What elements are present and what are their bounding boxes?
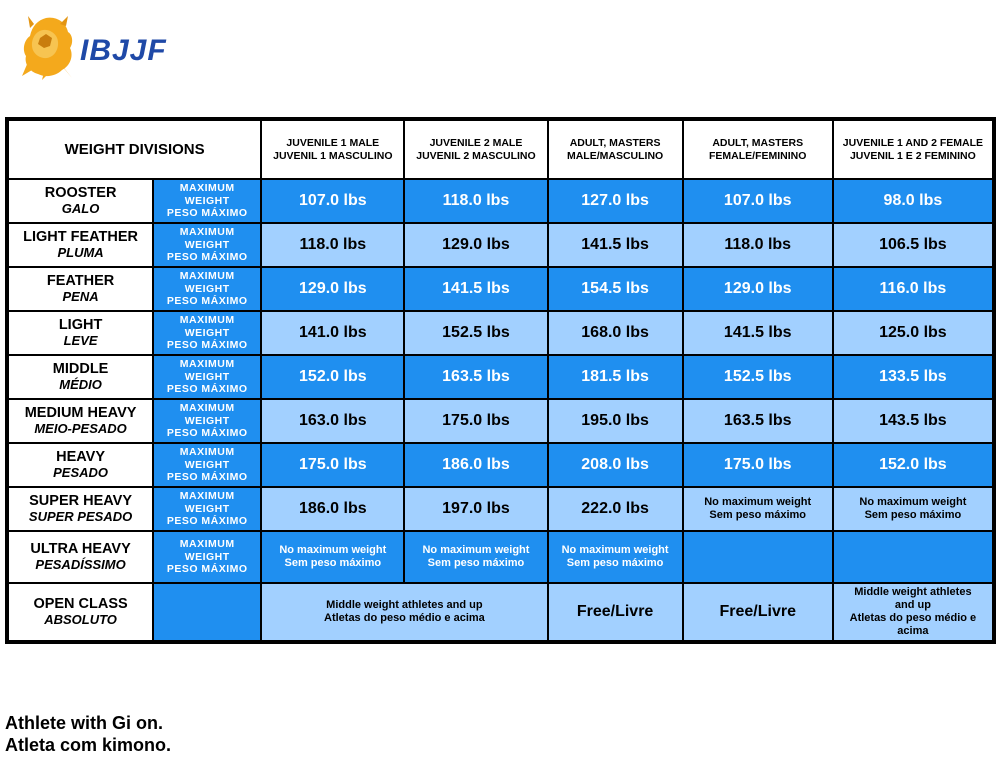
max-weight-label: MAXIMUM WEIGHT PESO MÁXIMO [153,355,261,399]
no-max-weight: No maximum weight Sem peso máximo [261,531,404,583]
weight-value: 98.0 lbs [833,179,993,223]
division-row [8,267,993,311]
division-row [8,179,993,223]
weight-value: 141.5 lbs [548,223,683,267]
weight-value: 152.5 lbs [404,311,547,355]
lion-emblem-icon [16,12,78,82]
open-class-row [8,583,993,641]
weight-value: 186.0 lbs [261,487,404,531]
no-max-weight: No maximum weight Sem peso máximo [683,487,833,531]
max-weight-label: MAXIMUM WEIGHT PESO MÁXIMO [153,311,261,355]
open-class-adult-female: Free/Livre [683,583,833,641]
max-weight-label: MAXIMUM WEIGHT PESO MÁXIMO [153,399,261,443]
max-weight-label: MAXIMUM WEIGHT PESO MÁXIMO [153,443,261,487]
weight-value: 129.0 lbs [683,267,833,311]
weight-value: 118.0 lbs [683,223,833,267]
division-row [8,443,993,487]
division-row [8,355,993,399]
weight-value: 107.0 lbs [683,179,833,223]
weight-value: 129.0 lbs [261,267,404,311]
division-name: LIGHT FEATHER PLUMA [8,223,153,267]
weight-value: 125.0 lbs [833,311,993,355]
weight-value: 129.0 lbs [404,223,547,267]
weight-value: 154.5 lbs [548,267,683,311]
weight-value: 141.0 lbs [261,311,404,355]
footnote-pt: Atleta com kimono. [5,735,172,755]
weight-value: 152.5 lbs [683,355,833,399]
no-max-weight: No maximum weight Sem peso máximo [548,531,683,583]
division-row [8,399,993,443]
logo-wordmark: IBJJF [80,34,167,67]
weight-value: 106.5 lbs [833,223,993,267]
weight-value: 141.5 lbs [683,311,833,355]
table-title: WEIGHT DIVISIONS [8,120,261,179]
column-header: JUVENILE 1 AND 2 FEMALE JUVENIL 1 E 2 FEMININO [833,120,993,179]
column-header: ADULT, MASTERS FEMALE/FEMININO [683,120,833,179]
open-class-adult-male: Free/Livre [548,583,683,641]
header-row [8,120,993,179]
max-weight-label: MAXIMUM WEIGHT PESO MÁXIMO [153,179,261,223]
weight-value: 152.0 lbs [261,355,404,399]
open-class-juvenile-male: Middle weight athletes and up Atletas do peso médio e acima [261,583,547,641]
weight-value: 168.0 lbs [548,311,683,355]
division-name: MIDDLE MÉDIO [8,355,153,399]
max-weight-label: MAXIMUM WEIGHT PESO MÁXIMO [153,223,261,267]
division-row [8,311,993,355]
open-class-juvenile-female: Middle weight athletes and up Atletas do peso médio e acima [833,583,993,641]
column-header: JUVENILE 1 MALE JUVENIL 1 MASCULINO [261,120,404,179]
column-header: ADULT, MASTERS MALE/MASCULINO [548,120,683,179]
weight-value: 116.0 lbs [833,267,993,311]
division-row [8,531,993,583]
division-name: ROOSTER GALO [8,179,153,223]
no-max-weight: No maximum weight Sem peso máximo [833,487,993,531]
weight-value: 186.0 lbs [404,443,547,487]
no-max-weight: No maximum weight Sem peso máximo [404,531,547,583]
footnote-en: Athlete with Gi on. [5,713,163,733]
division-name: ULTRA HEAVY PESADÍSSIMO [8,531,153,583]
division-name: FEATHER PENA [8,267,153,311]
max-weight-label: MAXIMUM WEIGHT PESO MÁXIMO [153,267,261,311]
weight-value: 118.0 lbs [404,179,547,223]
weight-value: 163.0 lbs [261,399,404,443]
weight-value: 141.5 lbs [404,267,547,311]
division-name: OPEN CLASS ABSOLUTO [8,583,153,641]
weight-value: 143.5 lbs [833,399,993,443]
weight-value: 175.0 lbs [261,443,404,487]
empty-cell [833,531,993,583]
weight-value: 197.0 lbs [404,487,547,531]
weight-value: 175.0 lbs [683,443,833,487]
column-header: JUVENILE 2 MALE JUVENIL 2 MASCULINO [404,120,547,179]
empty-cell [683,531,833,583]
weight-value: 127.0 lbs [548,179,683,223]
max-weight-label: MAXIMUM WEIGHT PESO MÁXIMO [153,487,261,531]
weight-value: 222.0 lbs [548,487,683,531]
division-row [8,487,993,531]
weight-value: 152.0 lbs [833,443,993,487]
division-name: HEAVY PESADO [8,443,153,487]
weight-value: 118.0 lbs [261,223,404,267]
division-name: LIGHT LEVE [8,311,153,355]
max-weight-label: MAXIMUM WEIGHT PESO MÁXIMO [153,531,261,583]
division-row [8,223,993,267]
weight-value: 107.0 lbs [261,179,404,223]
weight-value: 163.5 lbs [683,399,833,443]
weight-value: 181.5 lbs [548,355,683,399]
division-name: MEDIUM HEAVY MEIO-PESADO [8,399,153,443]
weight-value: 175.0 lbs [404,399,547,443]
ibjjf-logo [16,12,206,82]
weight-divisions-table [5,117,996,644]
max-weight-label-empty [153,583,261,641]
division-name: SUPER HEAVY SUPER PESADO [8,487,153,531]
weight-value: 195.0 lbs [548,399,683,443]
weight-value: 133.5 lbs [833,355,993,399]
footnote [5,712,171,756]
weight-value: 163.5 lbs [404,355,547,399]
weight-value: 208.0 lbs [548,443,683,487]
